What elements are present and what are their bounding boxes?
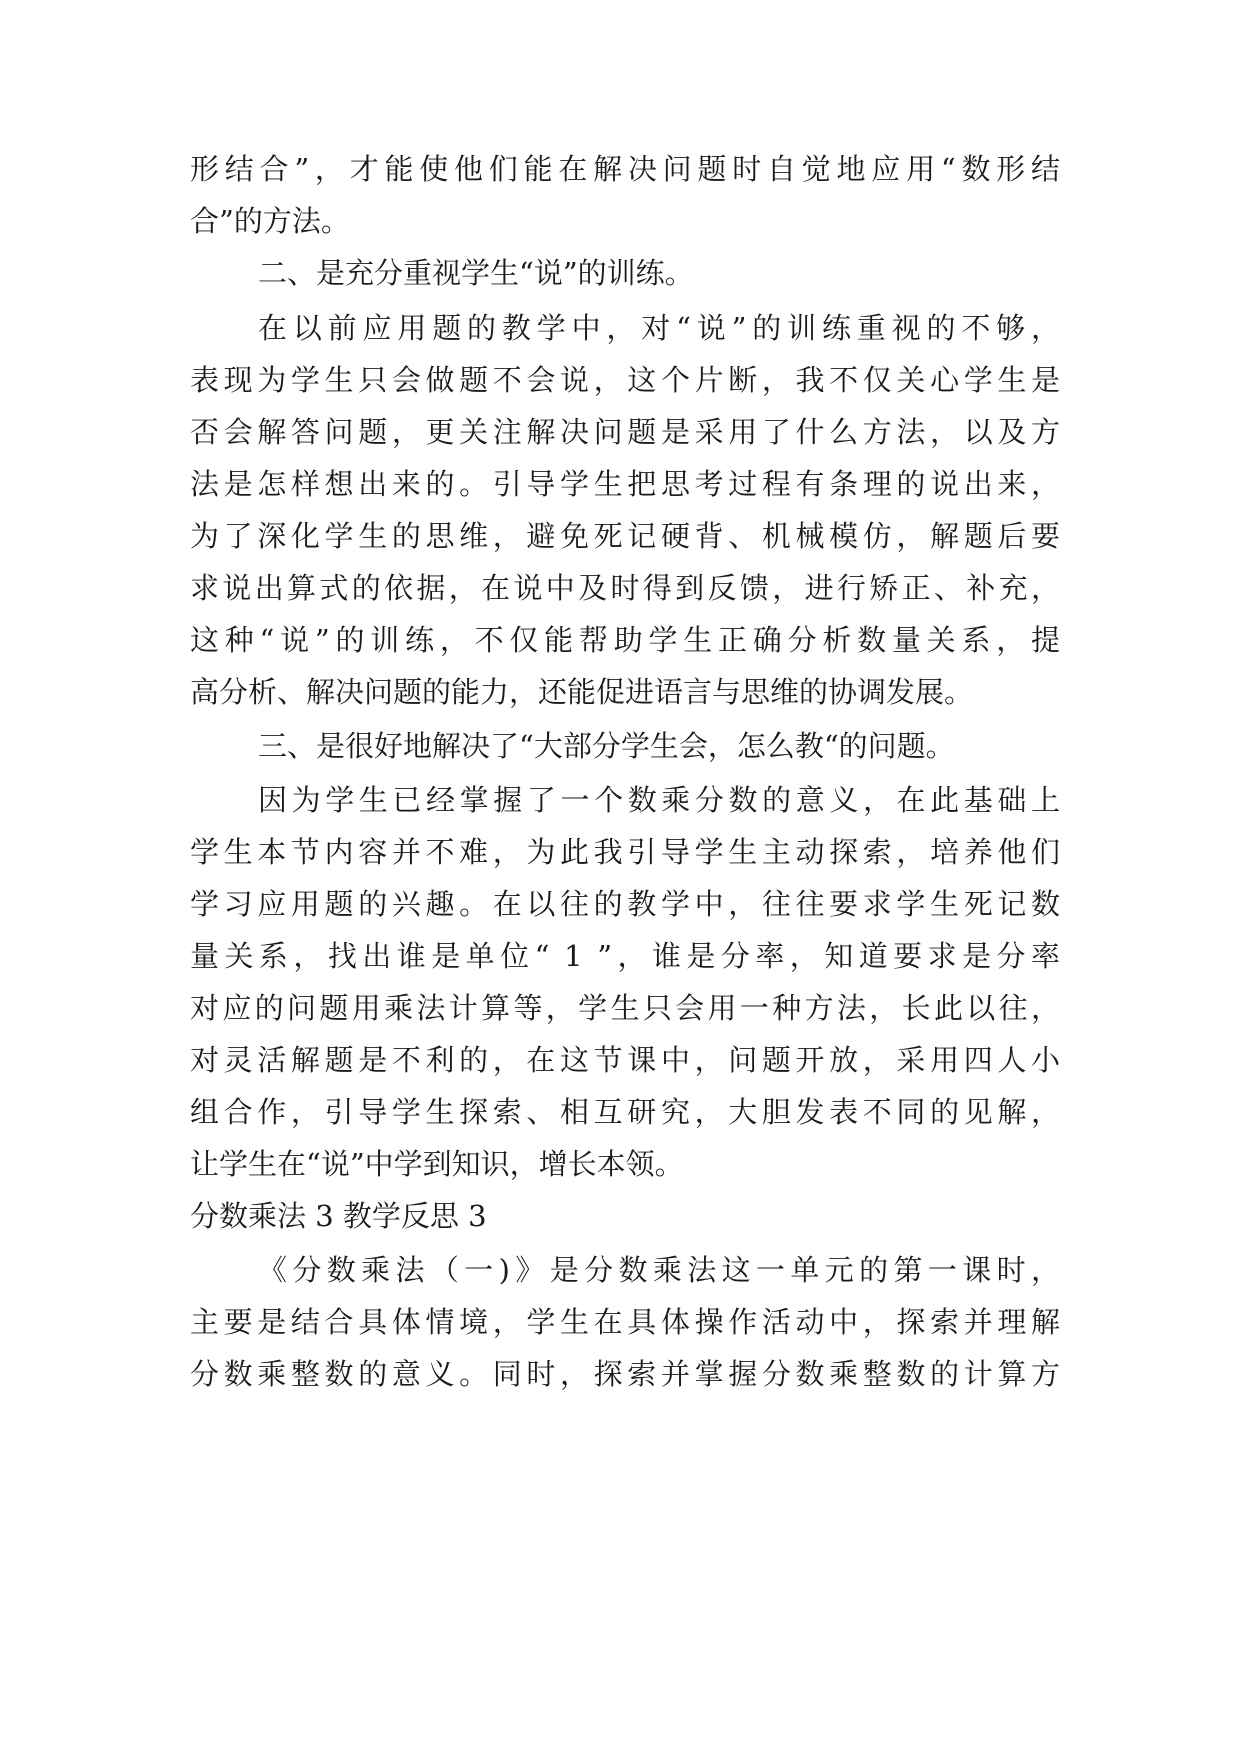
text-line: 在以前应用题的教学中，对“说”的训练重视的不够， [258,311,1060,345]
text-line: 为了深化学生的思维，避免死记硬背、机械模仿，解题后要 [190,519,1060,553]
text-line: 高分析、解决问题的能力，还能促进语言与思维的协调发展。 [190,675,974,709]
text-line: 组合作，引导学生探索、相互研究，大胆发表不同的见解， [190,1095,1060,1129]
text-line: 分数乘整数的意义。同时，探索并掌握分数乘整数的计算方 [190,1357,1060,1391]
text-line: 量关系，找出谁是单位“ 1 ”，谁是分率，知道要求是分率 [190,939,1060,973]
text-line: 这种“说”的训练，不仅能帮助学生正确分析数量关系，提 [190,623,1060,657]
text-line: 学习应用题的兴趣。在以往的教学中，往往要求学生死记数 [190,887,1060,921]
text-line: 主要是结合具体情境，学生在具体操作活动中，探索并理解 [190,1305,1060,1339]
article-title: 分数乘法 3 教学反思 3 [190,1199,487,1233]
section-heading-3: 三、是很好地解决了“大部分学生会，怎么教“的问题。 [258,729,955,763]
text-line: 让学生在“说”中学到知识，增长本领。 [190,1147,684,1181]
text-line: 法是怎样想出来的。引导学生把思考过程有条理的说出来， [190,467,1060,501]
text-line: 形结合”，才能使他们能在解决问题时自觉地应用“数形结 [190,152,1060,186]
section-heading-2: 二、是充分重视学生“说”的训练。 [258,256,694,290]
text-line: 表现为学生只会做题不会说，这个片断，我不仅关心学生是 [190,363,1060,397]
text-line: 因为学生已经掌握了一个数乘分数的意义，在此基础上 [258,783,1060,817]
text-line: 否会解答问题，更关注解决问题是采用了什么方法，以及方 [190,415,1060,449]
text-line: 求说出算式的依据，在说中及时得到反馈，进行矫正、补充， [190,571,1060,605]
text-line: 对应的问题用乘法计算等，学生只会用一种方法，长此以往， [190,991,1060,1025]
text-line: 学生本节内容并不难，为此我引导学生主动探索，培养他们 [190,835,1060,869]
text-line: 对灵活解题是不利的，在这节课中，问题开放，采用四人小 [190,1043,1060,1077]
text-line: 合”的方法。 [190,204,350,238]
text-line: 《分数乘法（一)》是分数乘法这一单元的第一课时， [258,1253,1060,1287]
